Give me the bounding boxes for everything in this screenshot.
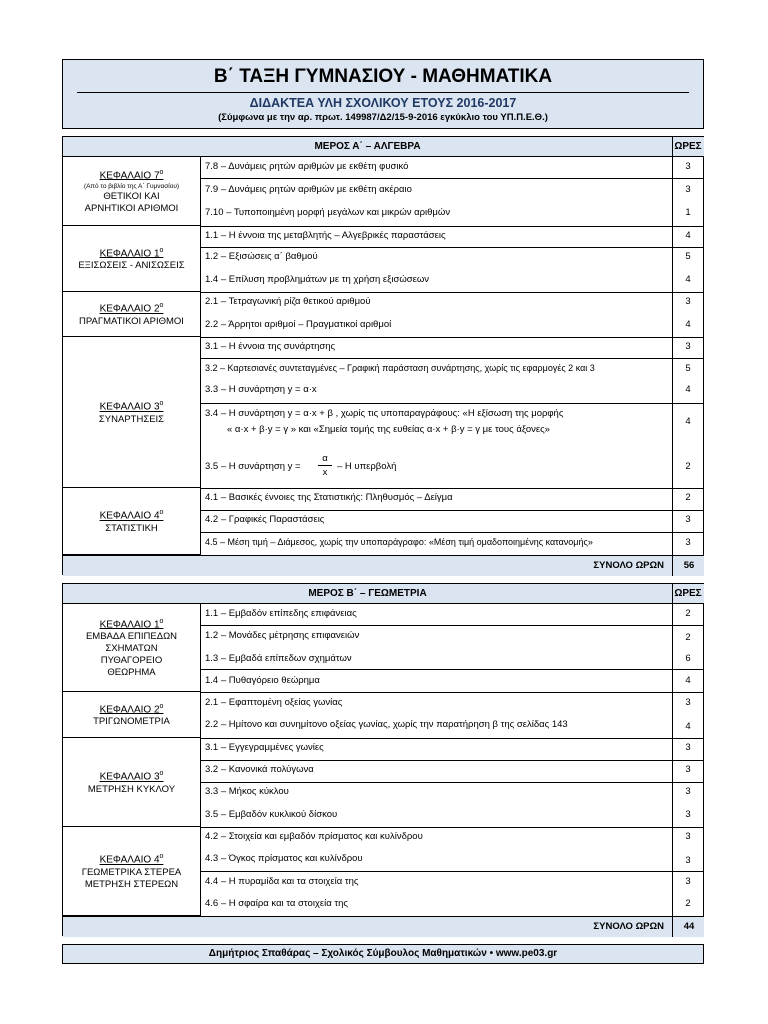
topic-hours: 3	[685, 341, 691, 352]
topic-hours: 4	[685, 319, 691, 330]
row-divider	[201, 692, 704, 693]
part-title: ΜΕΡΟΣ Β΄ – ΓΕΩΜΕΤΡΙΑ	[63, 584, 673, 603]
row-divider	[201, 510, 704, 511]
topic-hours: 2	[685, 461, 691, 472]
topic-hours: 5	[685, 251, 691, 262]
topic-hours: 6	[685, 653, 691, 664]
topic-text: 4.2 – Γραφικές Παραστάσεις	[205, 514, 325, 525]
chapter-label: ΚΕΦΑΛΑΙΟ 7	[99, 170, 160, 182]
geometry-table	[62, 583, 704, 936]
topic-hours: 3	[685, 855, 691, 866]
topic-hours: 3	[685, 764, 691, 775]
chapter-name: ΕΞΙΣΩΣΕΙΣ - ΑΝΙΣΩΣΕΙΣ	[78, 260, 185, 272]
chapter-label: ΚΕΦΑΛΑΙΟ 1	[99, 248, 160, 260]
chapter-4-cell: ΚΕΦΑΛΑΙΟ $4^o$ ΣΤΑΤΙΣΤΙΚΗ	[63, 488, 201, 555]
chapter-1-cell: ΚΕΦΑΛΑΙΟ $1^o$ ΕΞΙΣΩΣΕΙΣ - ΑΝΙΣΩΣΕΙΣ	[63, 226, 201, 292]
chapter-name: ΕΜΒΑΔΑ ΕΠΙΠΕΔΩΝ ΣΧΗΜΑΤΩΝ ΠΥΘΑΓΟΡΕΙΟ ΘΕΩΡΗΜΑ	[85, 631, 178, 679]
hours-header: ΩΡΕΣ	[674, 141, 702, 152]
topic-hours: 3	[685, 831, 691, 842]
topic-hours: 4	[685, 416, 691, 427]
topic-text: 1.1 – Εμβαδόν επίπεδης επιφάνειας	[205, 608, 357, 619]
topic-hours: 3	[685, 697, 691, 708]
topic-text: 3.5 – Εμβαδόν κυκλικού δίσκου	[205, 809, 338, 820]
fraction	[318, 452, 332, 479]
table-header	[63, 584, 704, 604]
topic-text: 3.5 – Η συνάρτηση y =	[205, 461, 301, 472]
chapter-name: ΤΡΙΓΩΝΟΜΕΤΡΙΑ	[93, 716, 170, 728]
topic-hours: 3	[685, 537, 691, 548]
chapter-name: ΣΥΝΑΡΤΗΣΕΙΣ	[98, 413, 165, 425]
topic-hours: 4	[685, 675, 691, 686]
row-divider	[201, 403, 704, 404]
chapter-name: ΜΕΤΡΗΣΗ ΚΥΚΛΟΥ	[87, 783, 176, 795]
row-divider	[201, 871, 704, 872]
topic-text: 2.1 – Τετραγωνική ρίζα θετικού αριθμού	[205, 296, 371, 307]
total-value: 56	[672, 556, 705, 576]
topic-hours: 5	[685, 363, 691, 374]
chapter-label: ΚΕΦΑΛΑΙΟ 4	[99, 854, 160, 866]
row-divider	[201, 358, 704, 359]
topic-text: 4.5 – Μέση τιμή – Διάμεσος, χωρίς την υποπαράγραφο: «Μέση τιμή ομαδοποιημένης κατανομής»	[205, 537, 593, 547]
total-row	[63, 555, 704, 576]
row-divider	[201, 488, 704, 489]
topic-hours: 3	[685, 296, 691, 307]
row-divider	[201, 292, 704, 293]
total-row	[63, 916, 704, 937]
topic-text: 1.4 – Πυθαγόρειο θεώρημα	[205, 675, 320, 686]
topic-text: 4.4 – Η πυραμίδα και τα στοιχεία της	[205, 876, 359, 887]
algebra-table	[62, 136, 704, 575]
topic-hours: 3	[685, 161, 691, 172]
row-divider	[201, 760, 704, 761]
hours-header: ΩΡΕΣ	[674, 588, 702, 599]
chapter-3-cell: ΚΕΦΑΛΑΙΟ $3^o$ ΣΥΝΑΡΤΗΣΕΙΣ	[63, 337, 201, 488]
row-divider	[201, 226, 704, 227]
topic-text-after: – Η υπερβολή	[337, 461, 397, 472]
topic-hours: 3	[685, 742, 691, 753]
chapter-label: ΚΕΦΑΛΑΙΟ 3	[99, 771, 160, 783]
topic-hours: 1	[685, 207, 691, 218]
table-header	[63, 137, 704, 157]
total-label: ΣΥΝΟΛΟ ΩΡΩΝ	[593, 560, 664, 571]
circular-note: (Σύμφωνα με την αρ. πρωτ. 149987/Δ2/15-9-2016 εγκύκλιο του ΥΠ.Π.Ε.Θ.)	[218, 112, 548, 123]
row-divider	[201, 337, 704, 338]
topic-hours: 3	[685, 876, 691, 887]
row-divider	[201, 247, 704, 248]
topic-text: 2.2 – Άρρητοι αριθμοί – Πραγματικοί αριθμοί	[205, 319, 392, 330]
topic-hours: 3	[685, 514, 691, 525]
topic-text: 4.6 – Η σφαίρα και τα στοιχεία της	[205, 898, 349, 909]
topic-text: 7.9 – Δυνάμεις ρητών αριθμών με εκθέτη ακέραιο	[205, 184, 412, 195]
topic-text: 3.3 – Η συνάρτηση y = α·x	[205, 384, 317, 395]
part-title: ΜΕΡΟΣ Α΄ – ΑΛΓΕΒΡΑ	[63, 137, 673, 156]
table-row	[201, 452, 704, 484]
topic-text: 1.2 – Μονάδες μέτρησης επιφανειών	[205, 630, 360, 641]
chapter-name: ΣΤΑΤΙΣΤΙΚΗ	[105, 522, 158, 534]
topic-hours: 4	[685, 384, 691, 395]
topic-text: 1.2 – Εξισώσεις α΄ βαθμού	[205, 251, 318, 262]
topic-text: 7.10 – Τυποποιημένη μορφή μεγάλων και μικρών αριθμών	[205, 207, 451, 218]
topic-text: 3.2 – Καρτεσιανές συντεταγμένες – Γραφική παράσταση συνάρτησης, χωρίς τις εφαρμογές 2 και 3	[205, 363, 595, 373]
chapter-3-cell: ΚΕΦΑΛΑΙΟ $3^o$ ΜΕΤΡΗΣΗ ΚΥΚΛΟΥ	[63, 738, 201, 827]
topic-text: 3.2 – Κανονικά πολύγωνα	[205, 764, 314, 775]
chapter-2-cell: ΚΕΦΑΛΑΙΟ $2^o$ ΤΡΙΓΩΝΟΜΕΤΡΙΑ	[63, 692, 201, 738]
topic-hours: 3	[685, 184, 691, 195]
topic-hours: 3	[685, 809, 691, 820]
page-subtitle: ΔΙΔΑΚΤΕΑ ΥΛΗ ΣΧΟΛΙΚΟΥ ΕΤΟΥΣ 2016-2017	[249, 96, 517, 110]
chapter-name: ΠΡΑΓΜΑΤΙΚΟΙ ΑΡΙΘΜΟΙ	[79, 315, 184, 327]
chapter-label: ΚΕΦΑΛΑΙΟ 2	[99, 303, 160, 315]
chapter-note: (Από το βιβλίο της Α΄ Γυμνασίου)	[83, 183, 180, 191]
topic-hours: 2	[685, 898, 691, 909]
chapter-label: ΚΕΦΑΛΑΙΟ 2	[99, 704, 160, 716]
topic-text: 1.4 – Επίλυση προβλημάτων με τη χρήση εξισώσεων	[205, 274, 430, 285]
page-title: Β΄ ΤΑΞΗ ΓΥΜΝΑΣΙΟΥ - ΜΑΘΗΜΑΤΙΚΑ	[213, 66, 553, 87]
topic-hours: 3	[685, 786, 691, 797]
row-divider	[201, 178, 704, 179]
topic-text: 3.1 – Η έννοια της συνάρτησης	[205, 341, 336, 352]
chapter-2-cell: ΚΕΦΑΛΑΙΟ $2^o$ ΠΡΑΓΜΑΤΙΚΟΙ ΑΡΙΘΜΟΙ	[63, 292, 201, 337]
chapter-name: ΓΕΩΜΕΤΡΙΚΑ ΣΤΕΡΕΑ ΜΕΤΡΗΣΗ ΣΤΕΡΕΩΝ	[81, 866, 182, 890]
topic-text: 4.2 – Στοιχεία και εμβαδόν πρίσματος και κυλίνδρου	[205, 831, 423, 842]
topic-text: 1.3 – Εμβαδά επίπεδων σχημάτων	[205, 653, 352, 664]
row-divider	[201, 625, 704, 626]
fraction-denominator: x	[322, 467, 328, 478]
row-divider	[201, 669, 704, 670]
chapter-label: ΚΕΦΑΛΑΙΟ 4	[99, 510, 160, 522]
total-value: 44	[672, 917, 705, 937]
topic-text: 2.1 – Εφαπτομένη οξείας γωνίας	[205, 697, 343, 708]
fraction-numerator: α	[318, 452, 332, 466]
row-divider	[201, 782, 704, 783]
row-divider	[201, 827, 704, 828]
row-divider	[201, 532, 704, 533]
chapter-4-cell: ΚΕΦΑΛΑΙΟ $4^o$ ΓΕΩΜΕΤΡΙΚΑ ΣΤΕΡΕΑ ΜΕΤΡΗΣΗ ΣΤΕΡΕΩΝ	[63, 827, 201, 916]
chapter-7-cell: ΚΕΦΑΛΑΙΟ $7^o$ (Από το βιβλίο της Α΄ Γυμνασίου) ΘΕΤΙΚΟΙ ΚΑΙ ΑΡΝΗΤΙΚΟΙ ΑΡΙΘΜΟΙ	[63, 157, 201, 226]
topic-text: 4.1 – Βασικές έννοιες της Στατιστικής: Πληθυσμός – Δείγμα	[205, 492, 453, 503]
topic-hours: 2	[685, 608, 691, 619]
row-divider	[201, 738, 704, 739]
footer-credit: Δημήτριος Σπαθάρας – Σχολικός Σύμβουλος Μαθηματικών • www.pe03.gr	[62, 944, 704, 964]
chapter-1-cell: ΚΕΦΑΛΑΙΟ $1^o$ ΕΜΒΑΔΑ ΕΠΙΠΕΔΩΝ ΣΧΗΜΑΤΩΝ ΠΥΘΑΓΟΡΕΙΟ ΘΕΩΡΗΜΑ	[63, 604, 201, 692]
chapter-label: ΚΕΦΑΛΑΙΟ 1	[99, 619, 160, 631]
topic-text: 1.1 – Η έννοια της μεταβλητής – Αλγεβρικές παραστάσεις	[205, 230, 446, 241]
topic-text: 3.3 – Μήκος κύκλου	[205, 786, 289, 797]
topic-text-cont: « α·x + β·y = γ » και «Σημεία τομής της ευθείας α·x + β·y = γ με τους άξονες»	[227, 424, 550, 435]
topic-text: 3.1 – Εγγεγραμμένες γωνίες	[205, 742, 324, 753]
chapter-label: ΚΕΦΑΛΑΙΟ 3	[99, 401, 160, 413]
topic-hours: 4	[685, 721, 691, 732]
document-header	[62, 59, 704, 129]
topic-hours: 4	[685, 230, 691, 241]
topic-text: 7.8 – Δυνάμεις ρητών αριθμών με εκθέτη φυσικό	[205, 161, 409, 172]
chapter-name: ΘΕΤΙΚΟΙ ΚΑΙ ΑΡΝΗΤΙΚΟΙ ΑΡΙΘΜΟΙ	[84, 191, 179, 215]
topic-text: 3.4 – Η συνάρτηση y = α·x + β , χωρίς τις υποπαραγράφους: «Η εξίσωση της μορφής	[205, 408, 564, 419]
topic-text: 4.3 – Όγκος πρίσματος και κυλίνδρου	[205, 853, 363, 864]
total-label: ΣΥΝΟΛΟ ΩΡΩΝ	[593, 921, 664, 932]
topic-hours: 4	[685, 274, 691, 285]
topic-text: 2.2 – Ημίτονο και συνημίτονο οξείας γωνίας, χωρίς την παρατήρηση β της σελίδας 143	[205, 719, 568, 730]
header-divider	[77, 92, 689, 93]
topic-hours: 2	[685, 632, 691, 643]
topic-hours: 2	[685, 492, 691, 503]
